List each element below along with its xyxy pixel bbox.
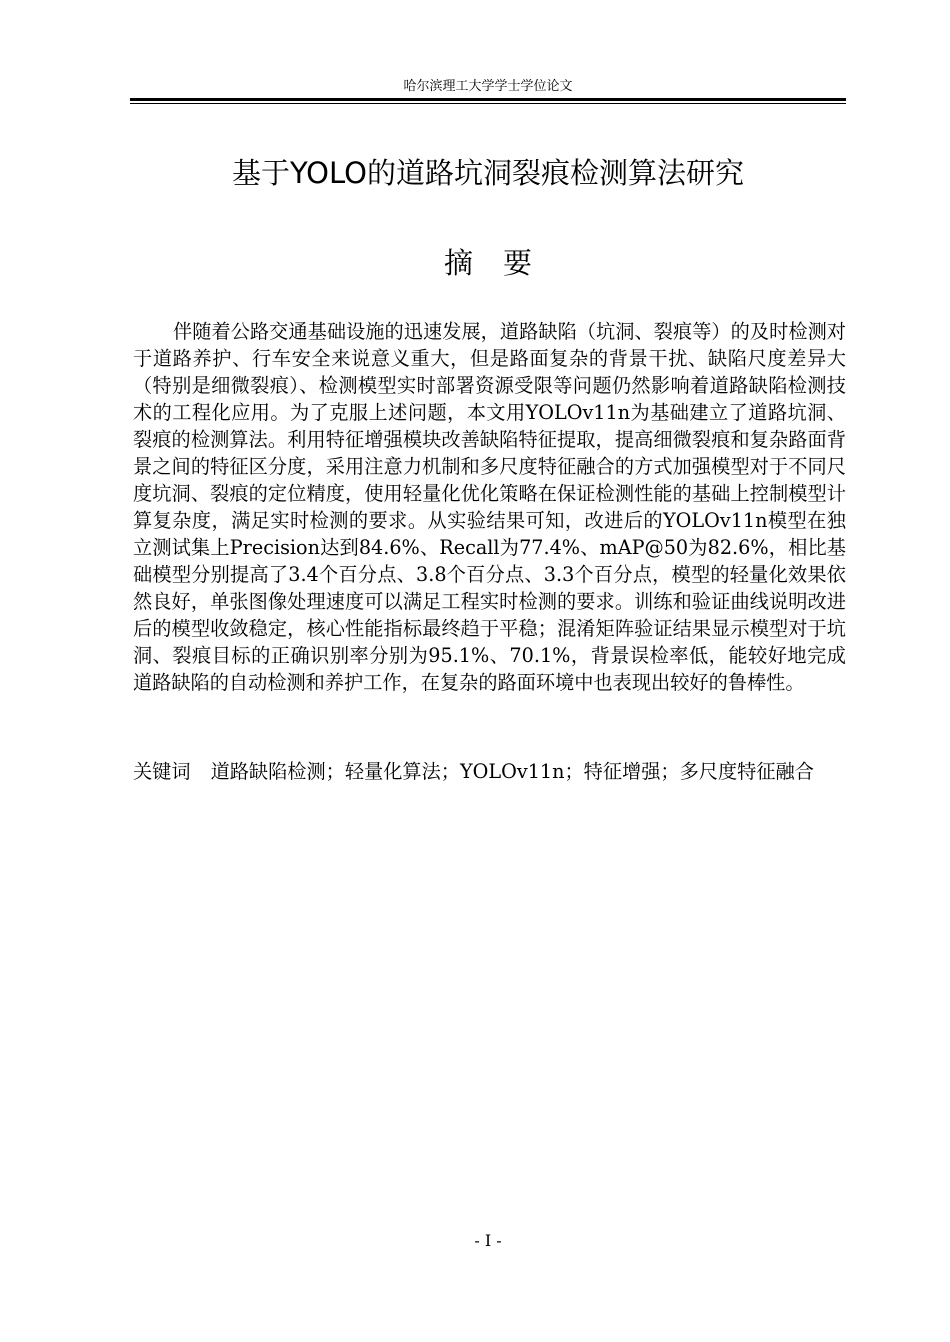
- running-header: 哈尔滨理工大学学士学位论文: [403, 79, 573, 94]
- page-number: - I -: [474, 1231, 502, 1250]
- keywords-paragraph: [133, 758, 846, 785]
- keywords-text: 道路缺陷检测；轻量化算法；YOLOv11n；特征增强；多尺度特征融合: [210, 760, 814, 783]
- thesis-title: 基于YOLO的道路坑洞裂痕检测算法研究: [232, 156, 744, 190]
- keywords-label: 关键词: [133, 760, 191, 783]
- abstract-body: 伴随着公路交通基础设施的迅速发展，道路缺陷（坑洞、裂痕等）的及时检测对于道路养护、行车安全来说意义重大，但是路面复杂的背景干扰、缺陷尺度差异大（特别是细微裂痕）、检测模型实时部署资源受限等问题仍然影响着道路缺陷检测技术的工程化应用。为了克服上述问题，本文用YOLOv11n为基础建立了道路坑洞、裂痕的检测算法。利用特征增强模块改善缺陷特征提取，提高细微裂痕和复杂路面背景之间的特征区分度，采用注意力机制和多尺度特征融合的方式加强模型对于不同尺度坑洞、裂痕的定位精度，使用轻量化优化策略在保证检测性能的基础上控制模型计算复杂度，满足实时检测的要求。从实验结果可知，改进后的YOLOv11n模型在独立测试集上Precision达到84.6%、Recall为77.4%、mAP@50为82.6%，相比基础模型分别提高了3.4个百分点、3.8个百分点、3.3个百分点，模型的轻量化效果依然良好，单张图像处理速度可以满足工程实时检测的要求。训练和验证曲线说明改进后的模型收敛稳定，核心性能指标最终趋于平稳；混淆矩阵验证结果显示模型对于坑洞、裂痕目标的正确识别率分别为95.1%、70.1%，背景误检率低，能较好地完成道路缺陷的自动检测和养护工作，在复杂的路面环境中也表现出较好的鲁棒性。: [133, 320, 846, 694]
- header-rule-thick: [130, 98, 846, 101]
- abstract-heading: 摘要: [443, 246, 562, 280]
- header-rule-thin: [130, 103, 846, 104]
